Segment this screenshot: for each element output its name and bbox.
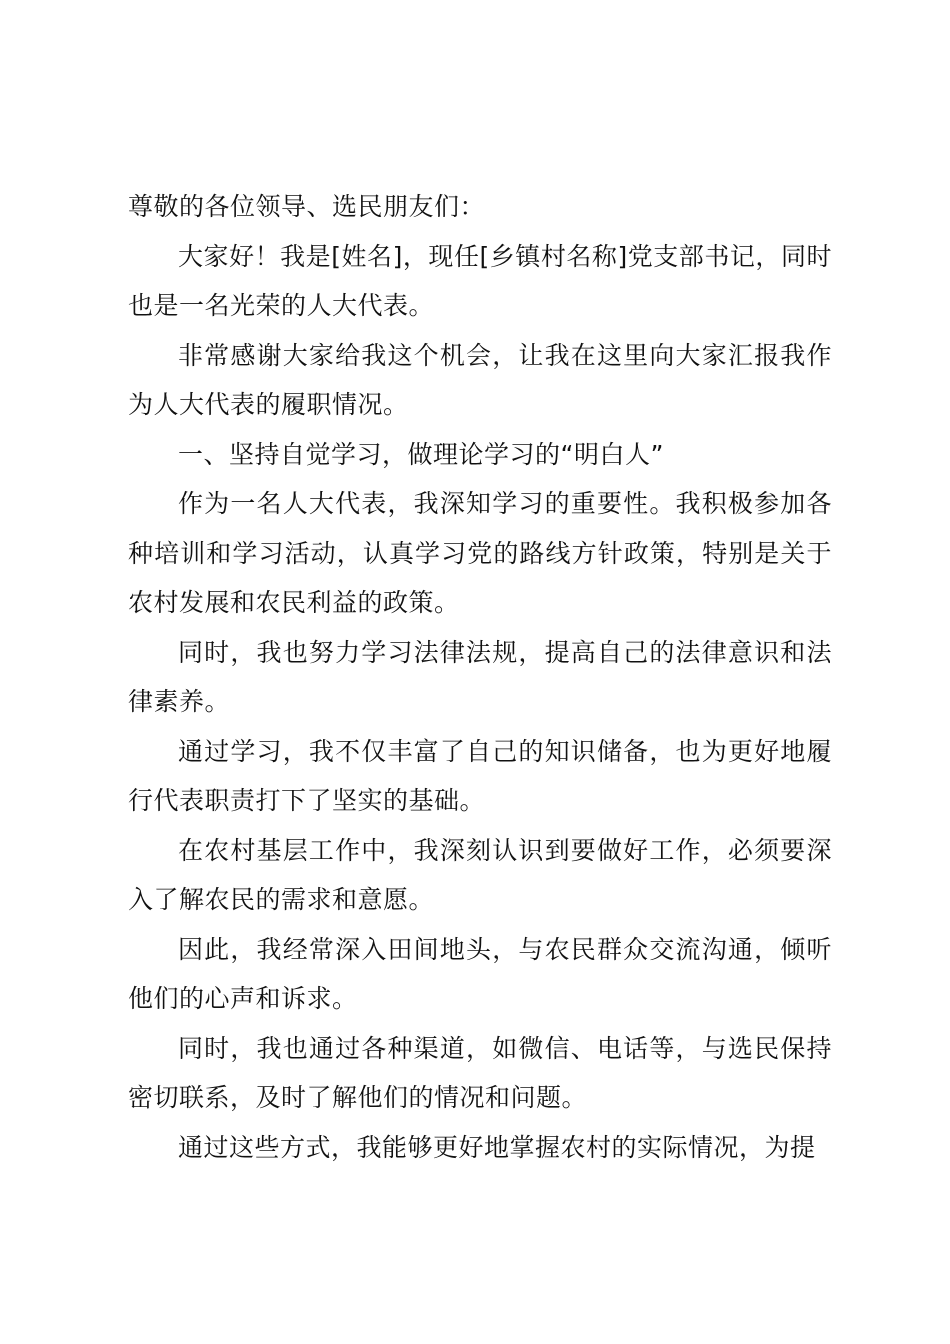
paragraph-study: 作为一名人大代表，我深知学习的重要性。我积极参加各种培训和学习活动，认真学习党的路线方针政策，特别是关于农村发展和农民利益的政策。 xyxy=(128,489,832,617)
document-body xyxy=(128,182,832,1172)
paragraph-thanks: 非常感谢大家给我这个机会，让我在这里向大家汇报我作为人大代表的履职情况。 xyxy=(128,340,832,419)
salutation: 尊敬的各位领导、选民朋友们： xyxy=(128,192,486,221)
paragraph-channels: 同时，我也通过各种渠道，如微信、电话等，与选民保持密切联系，及时了解他们的情况和问题。 xyxy=(128,1033,832,1112)
section-heading-1: 一、坚持自觉学习，做理论学习的“明白人” xyxy=(178,439,664,469)
paragraph-methods: 通过这些方式，我能够更好地掌握农村的实际情况，为提 xyxy=(178,1132,816,1162)
paragraph-fields: 因此，我经常深入田间地头，与农民群众交流沟通，倾听他们的心声和诉求。 xyxy=(128,934,832,1013)
paragraph-greeting: 大家好！我是[姓名]，现任[乡镇村名称]党支部书记，同时也是一名光荣的人大代表。 xyxy=(128,241,832,320)
paragraph-knowledge: 通过学习，我不仅丰富了自己的知识储备，也为更好地履行代表职责打下了坚实的基础。 xyxy=(128,736,832,815)
paragraph-grassroots: 在农村基层工作中，我深刻认识到要做好工作，必须要深入了解农民的需求和意愿。 xyxy=(128,835,832,914)
paragraph-law: 同时，我也努力学习法律法规，提高自己的法律意识和法律素养。 xyxy=(128,637,832,716)
